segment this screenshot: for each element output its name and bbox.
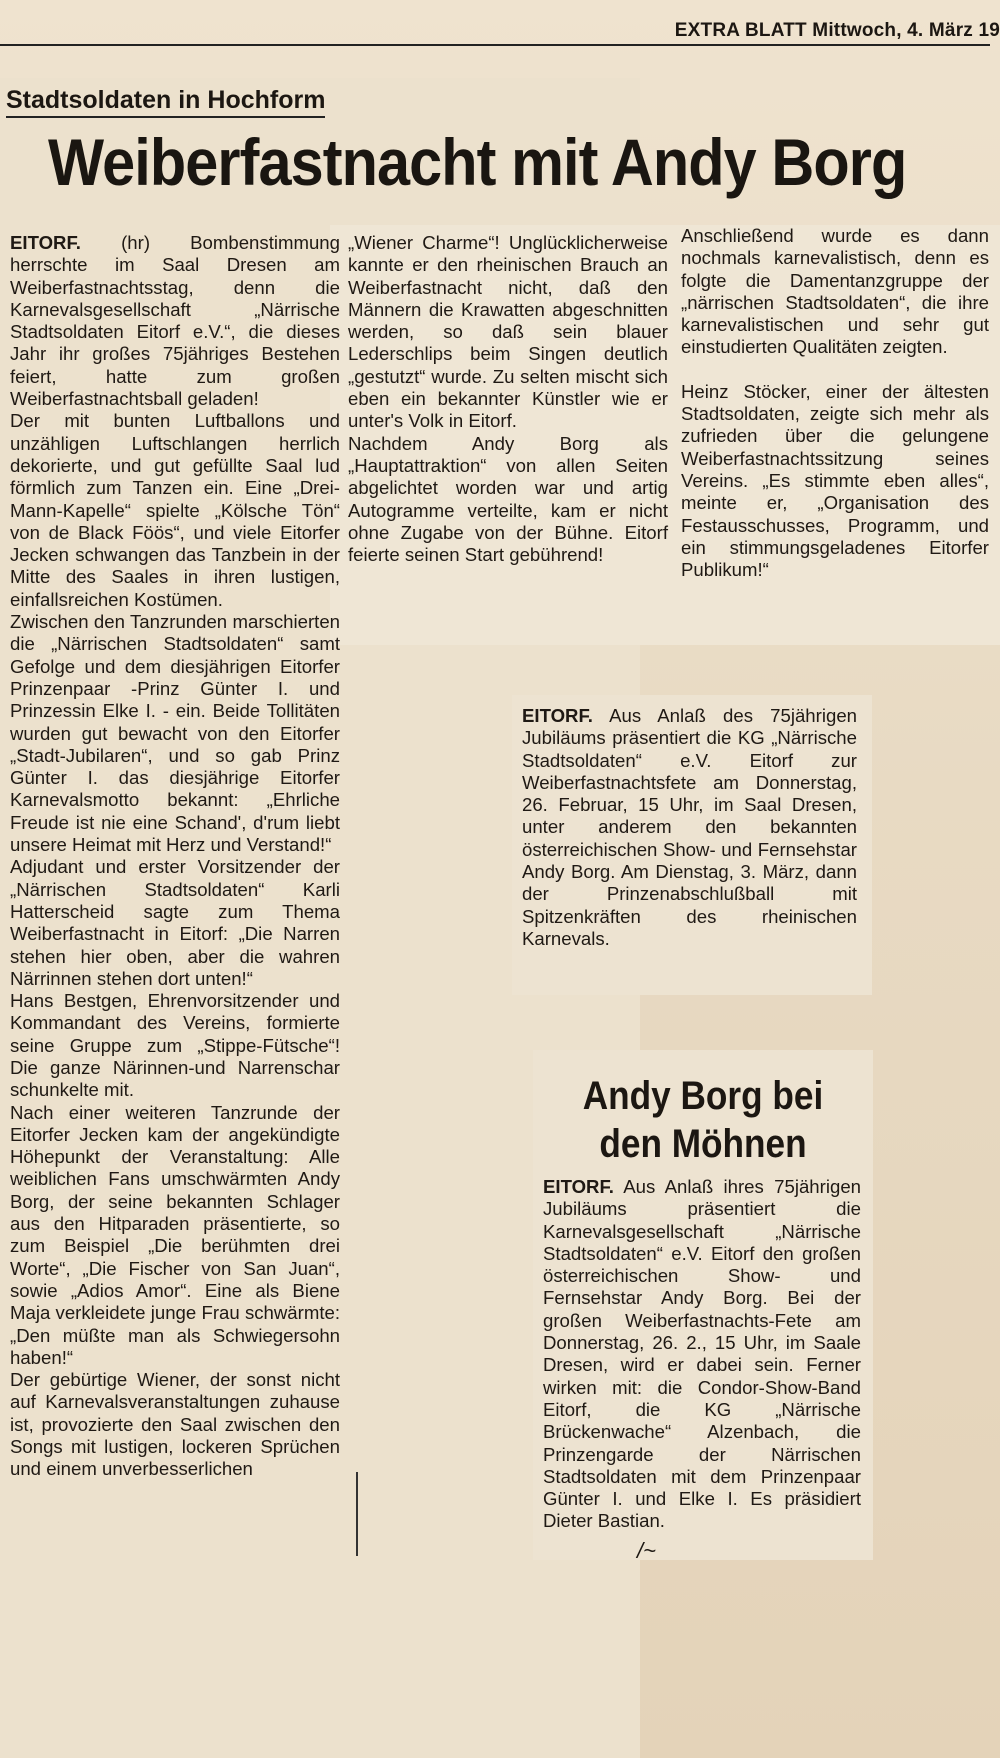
- masthead: EXTRA BLATT Mittwoch, 4. März 19: [674, 20, 1000, 41]
- headline-line: den Möhnen: [599, 1122, 807, 1166]
- article-column-2: [348, 232, 668, 566]
- article-paragraph: Der gebürtige Wiener, der sonst nicht auf Karnevalsveranstaltungen zuhause ist, provozierte den Saal zwischen den Songs mit lustigen, lockeren Sprüchen und einem unverbesserlichen: [10, 1369, 340, 1480]
- dateline: EITORF.: [10, 232, 81, 253]
- paragraph-text: (hr) Bombenstimmung herrschte im Saal Dresen am Weiberfastnachtsstag, denn die Karnevalsgesellschaft „Närrische Stadtsoldaten Eitorf e.V.“, die dieses Jahr ihr großes 75jähriges Bestehen feiert, hatte zum großen Weiberfastnachtsball geladen!: [10, 232, 340, 410]
- article-paragraph: „Wiener Charme“! Unglücklicherweise kannte er den rheinischen Brauch an Weiberfastnacht nicht, daß den Männern die Krawatten abgeschnitten werden, so daß sein blauer Lederschlips beim Singen deutlich „gestutzt“ wurde. Zu selten mischt sich eben ein bekannter Künstler wie er unter's Volk in Eitorf.: [348, 232, 668, 432]
- article-paragraph: Nachdem Andy Borg als „Hauptattraktion“ von allen Seiten abgelichtet worden war und artig Autogramme verteilte, kam er nicht ohne Zugabe von der Bühne. Eitorf feierte seinen Start gebührend!: [348, 432, 668, 566]
- paragraph-text: Aus Anlaß ihres 75jährigen Jubiläums präsentiert die Karnevalsgesellschaft „Närrische Stadtsoldaten“ e.V. Eitorf den großen österreichischen Show- und Fernsehstar Andy Borg. Bei der großen Weiberfastnachts-Fete am Donnerstag, 26. 2., 15 Uhr, im Saale Dresen, wird er dabei sein. Ferner wirken mit: die Condor-Show-Band Eitorf, die KG „Närrische Brückenwache“ Alzenbach, die Prinzengarde der Närrischen Stadtsoldaten mit dem Prinzenpaar Günter I. und Elke I. Es präsidiert Dieter Bastian.: [543, 1176, 861, 1532]
- headline: Weiberfastnacht mit Andy Borg: [48, 125, 907, 199]
- paragraph-text: Aus Anlaß des 75jährigen Jubiläums präsentiert die KG „Närrische Stadtsoldaten“ e.V. Eitorf zur Weiberfastnachtsfete am Donnerstag, 26. Februar, 15 Uhr, im Saal Dresen, unter anderem den bekannten österreichischen Show- und Fernsehstar Andy Borg. Am Dienstag, 3. März, dann der Prinzenabschlußball mit Spitzenkräften des rheinischen Karnevals.: [522, 705, 857, 949]
- notice-clipping-2: [533, 1050, 873, 1560]
- handwritten-mark: /~: [637, 1538, 656, 1563]
- article-paragraph: Zwischen den Tanzrunden marschierten die „Närrischen Stadtsoldaten“ samt Gefolge und dem diesjährigen Eitorfer Prinzenpaar -Prinz Günter I. und Prinzessin Elke I. - ein. Beide Tollitäten wurden gut bewacht von den Eitorfer „Stadt-Jubilaren“, und so gab Prinz Günter I. das diesjährige Eitorfer Karnevalsmotto bekannt: „Ehrliche Freude ist nie eine Schand', d'rum liebt unsere Heimat mit Herz und Verstand!“: [10, 611, 340, 856]
- masthead-rule: [0, 44, 990, 46]
- article-paragraph: Nach einer weiteren Tanzrunde der Eitorfer Jecken kam der angekündigte Höhepunkt der Veranstaltung: Alle weiblichen Fans umschwärmten Andy Borg, der seine bekannten Schlager aus den Hitparaden präsentierte, so zum Beispiel „Die berühmten drei Worte“, „Die Fischer von San Juan“, sowie „Adios Amor“. Eine als Biene Maja verkleidete junge Frau schwärmte: „Den müßte man als Schwiegersohn haben!“: [10, 1101, 340, 1368]
- notice-2-headline: [553, 1072, 852, 1168]
- article-paragraph: Adjudant und erster Vorsitzender der „Närrischen Stadtsoldaten“ Karli Hatterscheid sagte zum Thema Weiberfastnacht in Eitorf: „Die Narren stehen hier oben, aber die wahren Närrinnen stehen dort unten!“: [10, 856, 340, 989]
- dateline: EITORF.: [522, 705, 593, 726]
- margin-mark: [356, 1472, 358, 1556]
- article-paragraph: Hans Bestgen, Ehrenvorsitzender und Kommandant des Vereins, formierte seine Gruppe zum „Stippe-Fütsche“! Die ganze Närinnen-und Narrenschar schunkelte mit.: [10, 990, 340, 1101]
- headline-line: Andy Borg bei: [582, 1074, 824, 1118]
- paragraph-gap: [681, 359, 989, 381]
- dateline: EITORF.: [543, 1176, 614, 1197]
- article-column-3: [681, 225, 989, 581]
- article-paragraph: Heinz Stöcker, einer der ältesten Stadtsoldaten, zeigte sich mehr als zufrieden über die gelungene Weiberfastnachtssitzung seines Vereins. „Es stimmte eben alles“, meinte er, „Organisation des Festausschusses, Programm, und ein stimmungsgeladenes Eitorfer Publikum!“: [681, 380, 989, 581]
- article-paragraph: Anschließend wurde es dann nochmals karnevalistisch, denn es folgte die Damentanzgruppe der „närrischen Stadtsoldaten“, die ihre karnevalistischen und sehr gut einstudierten Qualitäten zeigten.: [681, 225, 989, 358]
- notice-clipping-1: [512, 695, 872, 995]
- article-column-1: [10, 232, 340, 1481]
- article-paragraph: [10, 232, 340, 410]
- notice-1-text: [522, 705, 857, 950]
- notice-2-text: [543, 1176, 861, 1533]
- kicker: Stadtsoldaten in Hochform: [6, 86, 325, 118]
- article-paragraph: [543, 1176, 861, 1533]
- article-paragraph: Der mit bunten Luftballons und unzähligen Luftschlangen herrlich dekorierte, und gut gefüllte Saal lud förmlich zum Tanzen ein. Eine „Drei-Mann-Kapelle“ spielte „Kölsche Tön“ von de Black Föös“, und viele Eitorfer Jecken schwangen das Tanzbein in der Mitte des Saales in ihren lustigen, einfallsreichen Kostümen.: [10, 410, 340, 610]
- article-paragraph: [522, 705, 857, 950]
